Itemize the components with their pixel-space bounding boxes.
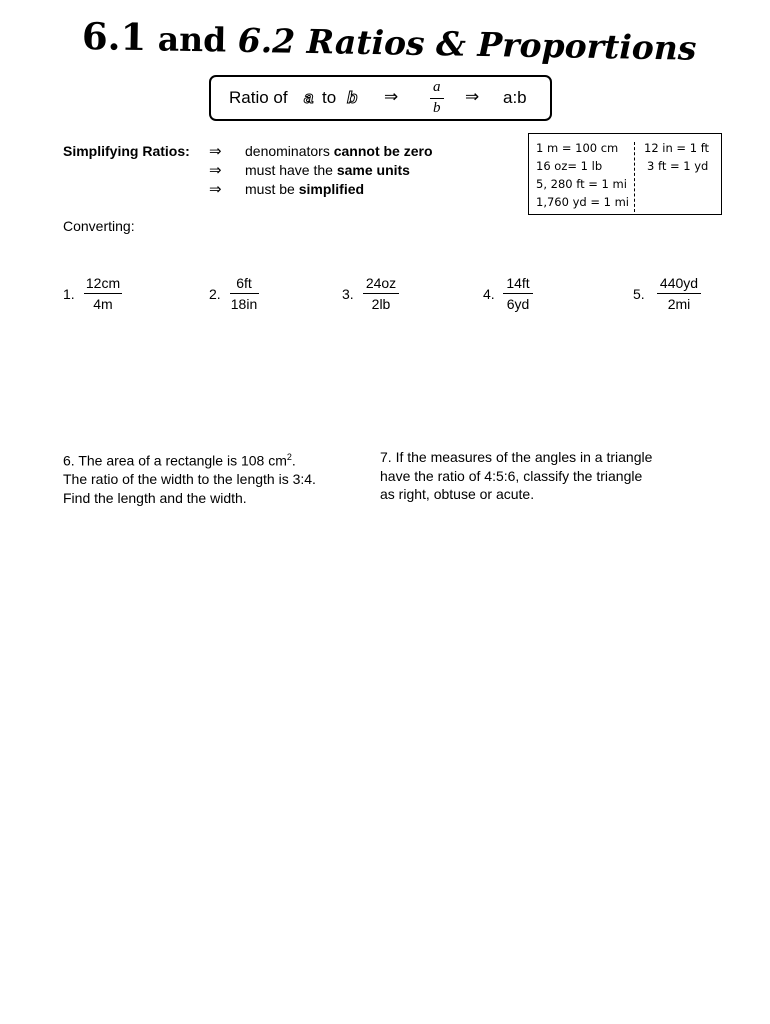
fraction-bar — [84, 293, 122, 294]
simplifying-rule — [245, 162, 410, 178]
conversion-fact: 12 in = 1 ft — [644, 141, 710, 155]
fraction-bar — [363, 293, 399, 294]
problem-7-line: have the ratio of 4:5:6, classify the triangle — [380, 467, 643, 484]
ratio-letter-a: a — [304, 88, 314, 107]
problem-6 — [63, 448, 316, 507]
implies-arrow-icon: ⇒ — [209, 181, 222, 198]
rule-text: must be — [245, 181, 299, 197]
problem-6-line — [63, 448, 316, 470]
conversion-fact: 1 m = 100 cm — [536, 141, 619, 155]
problem-6-line: Find the length and the width. — [63, 489, 247, 506]
rule-emphasis: same units — [336, 162, 410, 178]
problem-7 — [380, 448, 652, 504]
conversion-fact: 5, 280 ft = 1 mi — [536, 177, 627, 191]
conversion-fact: 3 ft = 1 yd — [647, 159, 709, 173]
problem-6-line: The ratio of the width to the length is 3:4. — [63, 471, 316, 488]
fraction-denominator: 2mi — [667, 296, 691, 312]
problem-7-line: 7. If the measures of the angles in a triangle — [380, 449, 653, 465]
item-number: 5. — [633, 286, 645, 302]
item-number: 4. — [483, 286, 495, 302]
problem-6-period: . — [291, 452, 296, 469]
rule-emphasis: cannot be zero — [333, 143, 433, 159]
simplifying-rule — [245, 181, 364, 197]
squared-exponent: 2 — [286, 452, 292, 462]
title-and: and — [157, 19, 227, 60]
ratio-colon-form: a:b — [503, 88, 527, 107]
converting-label: Converting: — [63, 218, 135, 234]
fraction-bar — [657, 293, 701, 294]
fraction-denominator: 6yd — [506, 296, 530, 312]
page-title — [82, 14, 703, 73]
ratio-fraction-bar — [430, 98, 444, 99]
fraction-bar — [503, 293, 533, 294]
fraction-numerator: 12cm — [85, 275, 121, 291]
fraction-numerator: 14ft — [506, 275, 530, 291]
implies-arrow-icon: ⇒ — [209, 143, 222, 160]
rule-emphasis: simplified — [298, 181, 365, 197]
problem-7-line: as right, obtuse or acute. — [380, 486, 535, 502]
ratio-definition-box — [209, 75, 552, 121]
item-number: 2. — [209, 286, 221, 302]
implies-arrow-icon: ⇒ — [384, 87, 399, 106]
conversion-fact: 1,760 yd = 1 mi — [536, 195, 629, 209]
simplifying-rule — [245, 143, 433, 159]
ratio-letter-b: b — [347, 88, 358, 107]
conversion-table-divider — [634, 142, 635, 212]
implies-arrow-icon: ⇒ — [209, 162, 222, 179]
fraction-denominator: 2lb — [371, 296, 391, 312]
rule-text: must have the — [245, 162, 337, 178]
fraction-numerator: 6ft — [236, 275, 252, 291]
fraction-numerator: 24oz — [365, 275, 397, 291]
fraction-numerator: 440yd — [659, 275, 699, 291]
ratio-fraction-numerator: a — [433, 79, 441, 95]
ratio-prefix: Ratio of — [229, 88, 288, 107]
fraction-denominator: 18in — [230, 296, 258, 312]
rule-text: denominators — [245, 143, 334, 159]
title-topic: Ratios & Proportions — [306, 21, 697, 68]
item-number: 3. — [342, 286, 354, 302]
conversion-fact: 16 oz= 1 lb — [536, 159, 603, 173]
item-number: 1. — [63, 286, 75, 302]
simplifying-label: Simplifying Ratios: — [63, 143, 190, 159]
fraction-bar — [230, 293, 259, 294]
implies-arrow-icon: ⇒ — [465, 87, 480, 106]
ratio-fraction-denominator: b — [433, 100, 441, 116]
title-section-1: 6.1 — [81, 14, 147, 60]
title-section-2: 6.2 — [237, 20, 296, 61]
ratio-to: to — [322, 88, 337, 107]
fraction-denominator: 4m — [93, 296, 113, 312]
problem-6-text: 6. The area of a rectangle is 108 cm — [63, 452, 287, 469]
